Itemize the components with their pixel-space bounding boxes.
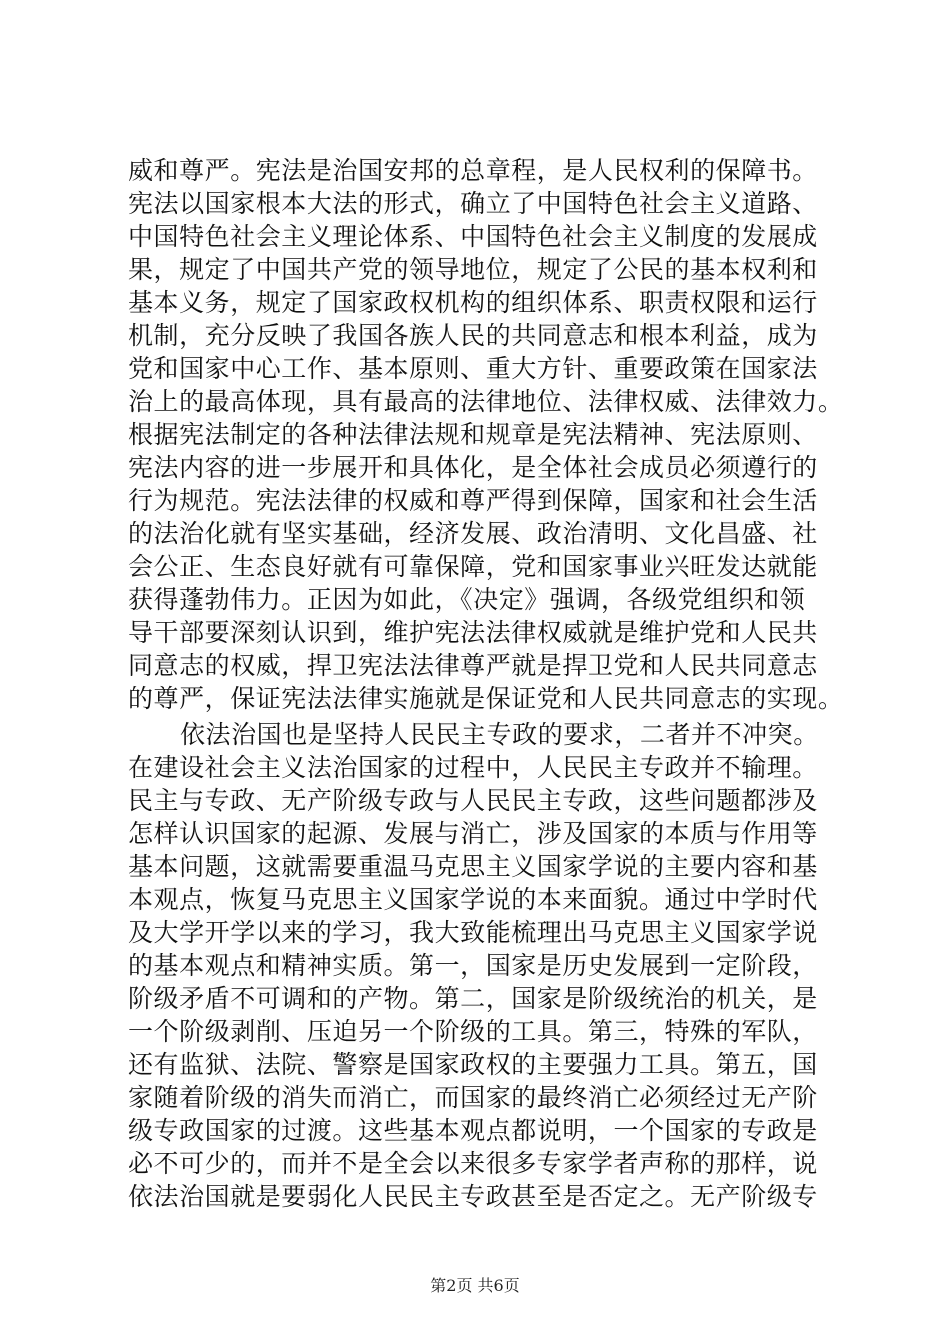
text-line: 威和尊严。宪法是治国安邦的总章程，是人民权利的保障书。 [128,156,818,185]
text-line: 怎样认识国家的起源、发展与消亡，涉及国家的本质与作用等 [128,819,818,848]
paragraph-2 [128,718,828,1213]
paragraph-1 [128,154,844,715]
page-number-footer: 第2页 共6页 [430,1276,520,1295]
text-line: 基本义务，规定了国家政权机构的组织体系、职责权限和运行 [128,288,818,317]
text-line: 党和国家中心工作、基本原则、重大方针、重要政策在国家法 [128,354,818,383]
text-line: 及大学开学以来的学习，我大致能梳理出马克思主义国家学说 [128,918,818,947]
text-line: 民主与专政、无产阶级专政与人民民主专政，这些问题都涉及 [128,786,818,815]
text-line: 宪法以国家根本大法的形式，确立了中国特色社会主义道路、 [128,189,818,218]
text-line: 宪法内容的进一步展开和具体化，是全体社会成员必须遵行的 [128,453,818,482]
text-line: 一个阶级剥削、压迫另一个阶级的工具。第三，特殊的军队， [128,1017,818,1046]
text-line: 还有监狱、法院、警察是国家政权的主要强力工具。第五，国 [128,1050,818,1079]
text-line: 的尊严，保证宪法法律实施就是保证党和人民共同意志的实现。 [128,684,844,713]
text-line: 会公正、生态良好就有可靠保障，党和国家事业兴旺发达就能 [128,552,818,581]
text-line: 导干部要深刻认识到，维护宪法法律权威就是维护党和人民共 [128,618,818,647]
text-line: 在建设社会主义法治国家的过程中，人民民主专政并不输理。 [128,753,818,782]
text-line: 家随着阶级的消失而消亡，而国家的最终消亡必须经过无产阶 [128,1083,818,1112]
text-line-indented: 依法治国也是坚持人民民主专政的要求，二者并不冲突。 [180,720,819,749]
text-line: 行为规范。宪法法律的权威和尊严得到保障，国家和社会生活 [128,486,818,515]
text-line: 治上的最高体现，具有最高的法律地位、法律权威、法律效力。 [128,387,844,416]
text-line: 中国特色社会主义理论体系、中国特色社会主义制度的发展成 [128,222,818,251]
text-line: 同意志的权威，捍卫宪法法律尊严就是捍卫党和人民共同意志 [128,651,818,680]
text-line: 本观点，恢复马克思主义国家学说的本来面貌。通过中学时代 [128,885,818,914]
text-line: 级专政国家的过渡。这些基本观点都说明，一个国家的专政是 [128,1116,818,1145]
text-line: 的基本观点和精神实质。第一，国家是历史发展到一定阶段， [128,951,818,980]
text-line: 的法治化就有坚实基础，经济发展、政治清明、文化昌盛、社 [128,519,818,548]
text-line: 根据宪法制定的各种法律法规和规章是宪法精神、宪法原则、 [128,420,818,449]
text-line: 必不可少的，而并不是全会以来很多专家学者声称的那样，说 [128,1149,818,1178]
text-line: 基本问题，这就需要重温马克思主义国家学说的主要内容和基 [128,852,818,881]
text-line: 获得蓬勃伟力。正因为如此，《决定》强调，各级党组织和领 [128,585,806,614]
text-line: 阶级矛盾不可调和的产物。第二，国家是阶级统治的机关，是 [128,984,818,1013]
text-line: 依法治国就是要弱化人民民主专政甚至是否定之。无产阶级专 [128,1182,818,1211]
text-line: 果，规定了中国共产党的领导地位，规定了公民的基本权利和 [128,255,818,284]
text-line: 机制，充分反映了我国各族人民的共同意志和根本利益，成为 [128,321,818,350]
